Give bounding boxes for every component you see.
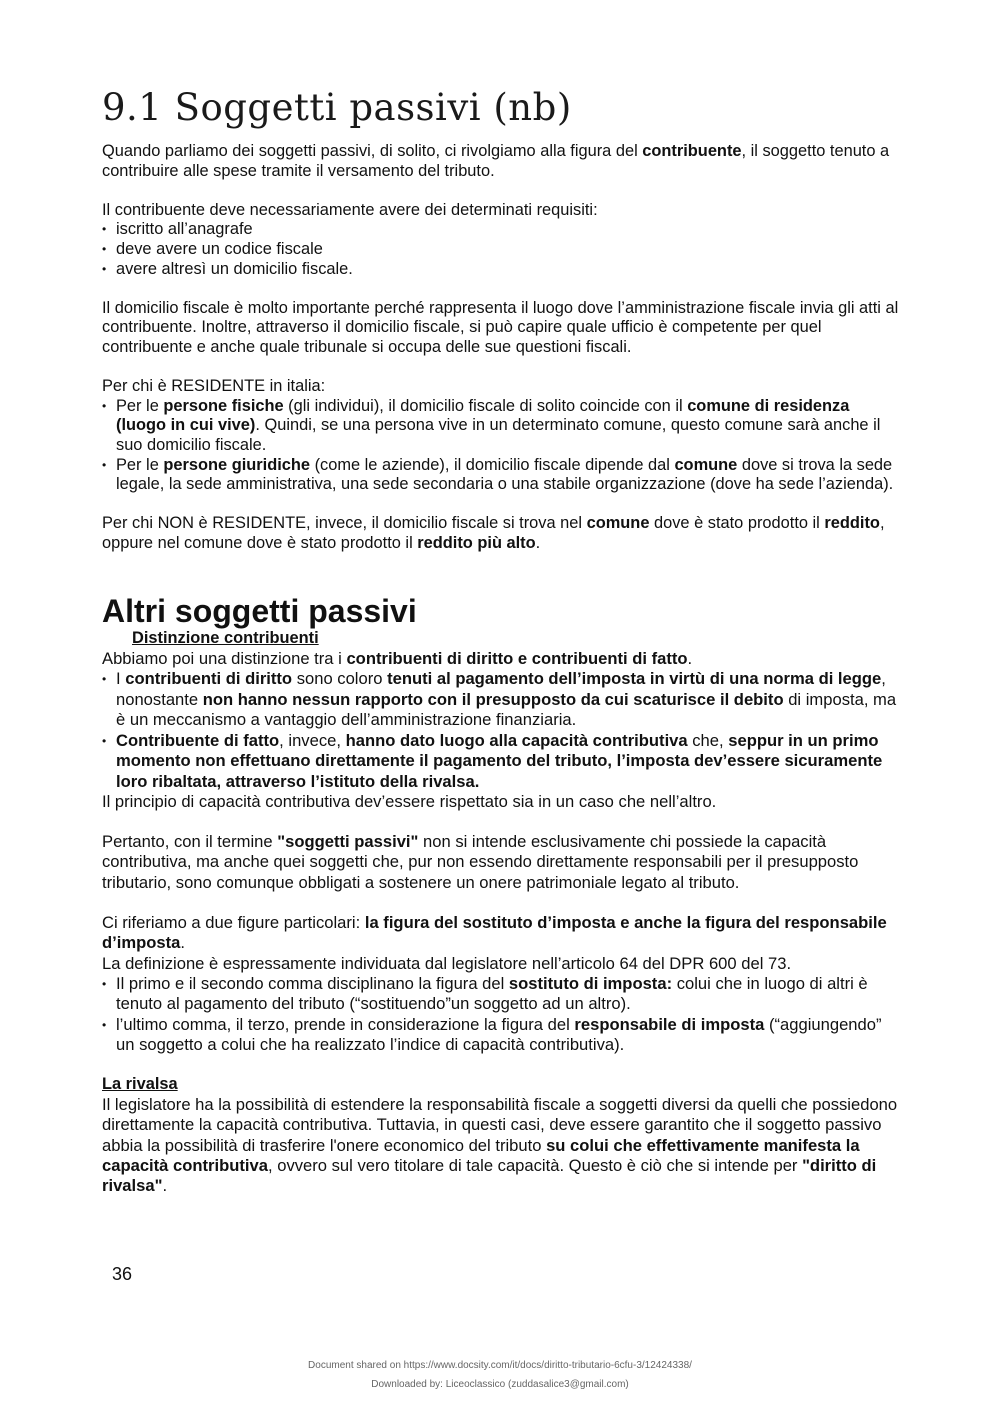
- bold-text: sostituto di imposta:: [508, 973, 673, 993]
- bold-text: reddito: [824, 514, 880, 533]
- intro-paragraph: [102, 142, 902, 181]
- text: , nonostante: [116, 669, 886, 709]
- text: non si intende esclusivamente chi possiede la capacità contributiva, ma anche quei soggetti che, pur non essendo direttamente responsabili per il presupposto tributario, sono comunque obbligati a sostenere un onere patrimoniale legato al tributo.: [102, 831, 859, 892]
- text: di imposta, ma è un meccanismo a vantaggio dell’amministrazione finanziaria.: [116, 689, 897, 730]
- bold-text: comune di residenza (luogo in cui vive): [116, 396, 850, 435]
- footer-shared-link: Document shared on https://www.docsity.com/it/docs/diritto-tributario-6cfu-3/12424338/: [308, 1360, 692, 1371]
- text: , oppure nel comune dove è stato prodotto il: [102, 514, 885, 552]
- text: . Quindi, se una persona vive in un determinato comune, questo comune sarà anche il suo domicilio fiscale.: [116, 416, 881, 454]
- text: Per chi NON è RESIDENTE, invece, il domicilio fiscale si trova nel: [102, 514, 587, 533]
- text: , il soggetto tenuto a contribuire alle spese tramite il versamento del tributo.: [102, 142, 890, 180]
- text: Abbiamo poi una distinzione tra i: [102, 649, 347, 669]
- pertanto-paragraph: [102, 832, 902, 893]
- list-item: [102, 397, 902, 456]
- text: Ci riferiamo a due figure particolari:: [102, 912, 365, 932]
- bold-text: non hanno nessun rapporto con il presupposto da cui scaturisce il debito: [202, 689, 784, 709]
- requisiti-list: [102, 220, 902, 279]
- text: , ovvero sul vero titolare di tale capacità. Questo è ciò che si intende per: [268, 1155, 803, 1175]
- bold-text: seppur in un primo momento non effettuano direttamente il pagamento del tributo, l’imposta dev’essere sicuramente loro ribaltata, attraverso l’istituto della rivalsa.: [116, 730, 883, 791]
- list-item: [102, 669, 902, 730]
- text: .: [180, 933, 185, 953]
- bold-text: hanno dato luogo alla capacità contributiva: [345, 730, 688, 750]
- bold-text: contribuenti di diritto: [125, 669, 293, 689]
- text: Pertanto, con il termine: [102, 831, 278, 851]
- list-item: [102, 974, 902, 1015]
- text: dove si trova la sede legale, la sede amministrativa, una sede secondaria o una stabile organizzazione (dove ha sede l’azienda).: [116, 455, 894, 494]
- commi-list: [102, 974, 902, 1056]
- bold-text: Contribuente di fatto: [116, 730, 280, 750]
- text: .: [687, 649, 693, 669]
- text: Quando parliamo dei soggetti passivi, di solito, ci rivolgiamo alla figura del: [102, 142, 643, 160]
- bold-text: reddito più alto: [417, 533, 536, 552]
- bold-text: "soggetti passivi": [277, 831, 419, 851]
- list-item: [102, 1015, 902, 1056]
- non-residente-paragraph: [102, 514, 902, 553]
- principio-paragraph: Il principio di capacità contributiva dev’essere rispettato sia in un caso che nell’altro.: [102, 791, 717, 811]
- rivalsa-heading: La rivalsa: [102, 1075, 178, 1094]
- bold-text: su colui che effettivamente manifesta la capacità contributiva: [102, 1135, 860, 1175]
- definizione-paragraph: La definizione è espressamente individuata dal legislatore nell’articolo 64 del DPR 600 del 73.: [102, 953, 792, 973]
- text: , invece,: [279, 730, 346, 750]
- requisiti-intro: Il contribuente deve necessariamente avere dei determinati requisiti:: [102, 200, 598, 219]
- text: Il legislatore ha la possibilità di estendere la responsabilità fiscale a soggetti diversi da quelli che possiedono direttamente la capacità contributiva. Tuttavia, in questi casi, deve essere garantito che il soggetto passivo abbia la possibilità di trasferire l'onere economico del tributo: [102, 1094, 898, 1155]
- text: l’ultimo comma, il terzo, prende in considerazione la figura del: [116, 1014, 575, 1034]
- bold-text: tenuti al pagamento dell’imposta in virtù di una norma di legge: [387, 669, 882, 689]
- document-page: [102, 84, 902, 1197]
- list-item: [102, 731, 902, 792]
- bold-text: responsabile di imposta: [574, 1014, 765, 1034]
- residente-list: [102, 397, 902, 495]
- text: che,: [687, 730, 729, 750]
- distinzione-subheading: Distinzione contribuenti: [132, 629, 319, 648]
- altri-heading: Altri soggetti passivi: [102, 593, 417, 630]
- footer-downloaded-by: Downloaded by: Liceoclassico (zuddasalice3@gmail.com): [371, 1379, 629, 1390]
- contribuenti-list: [102, 669, 902, 791]
- rivalsa-paragraph: [102, 1095, 902, 1197]
- list-item: [102, 456, 902, 495]
- domicilio-paragraph: Il domicilio fiscale è molto importante perché rappresenta il luogo dove l’amministrazione fiscale invia gli atti al contribuente. Inoltre, attraverso il domicilio fiscale, si può capire quale ufficio è competente per quel contribuente e anche quale tribunale si occupa delle sue questioni fiscali.: [102, 298, 899, 356]
- text: .: [535, 533, 541, 552]
- bold-text: la figura del sostituto d’imposta e anche la figura del responsabile d’imposta: [102, 912, 887, 953]
- text: I: [116, 669, 126, 689]
- bold-text: "diritto di rivalsa": [102, 1155, 877, 1196]
- text: (come le aziende), il domicilio fiscale dipende dal: [310, 455, 675, 474]
- bold-text: comune: [586, 514, 650, 533]
- text: colui che in luogo di altri è tenuto al pagamento del tributo (“sostituendo”un soggetto ad un altro).: [116, 973, 868, 1014]
- list-item: • iscritto all’anagrafe: [102, 220, 902, 240]
- text: Il primo e il secondo comma disciplinano la figura del: [116, 973, 509, 993]
- list-item: • deve avere un codice fiscale: [102, 240, 902, 260]
- list-item: • avere altresì un domicilio fiscale.: [102, 260, 902, 280]
- bold-text: persone fisiche: [163, 396, 284, 415]
- residente-heading: Per chi è RESIDENTE in italia:: [102, 377, 326, 396]
- text: (gli individui), il domicilio fiscale di solito coincide con il: [283, 396, 688, 415]
- distinzione-paragraph: [102, 649, 902, 669]
- bold-text: contribuenti di diritto e contribuenti di fatto: [346, 649, 688, 669]
- page-number: 36: [112, 1264, 133, 1284]
- bold-text: persone giuridiche: [163, 455, 311, 474]
- text: dove è stato prodotto il: [649, 514, 825, 533]
- figure-paragraph: [102, 913, 902, 954]
- text: sono coloro: [292, 669, 388, 689]
- bold-text: comune: [674, 455, 738, 474]
- bold-text: contribuente: [642, 142, 742, 160]
- section-title: 9.1 Soggetti passivi (nb): [102, 86, 572, 129]
- text: Per le: [116, 396, 164, 415]
- text: (“aggiungendo” un soggetto a colui che ha realizzato l’indice di capacità contributiva).: [116, 1014, 882, 1055]
- text: .: [162, 1176, 168, 1196]
- altri-section: [102, 629, 902, 1196]
- text: Per le: [116, 455, 164, 474]
